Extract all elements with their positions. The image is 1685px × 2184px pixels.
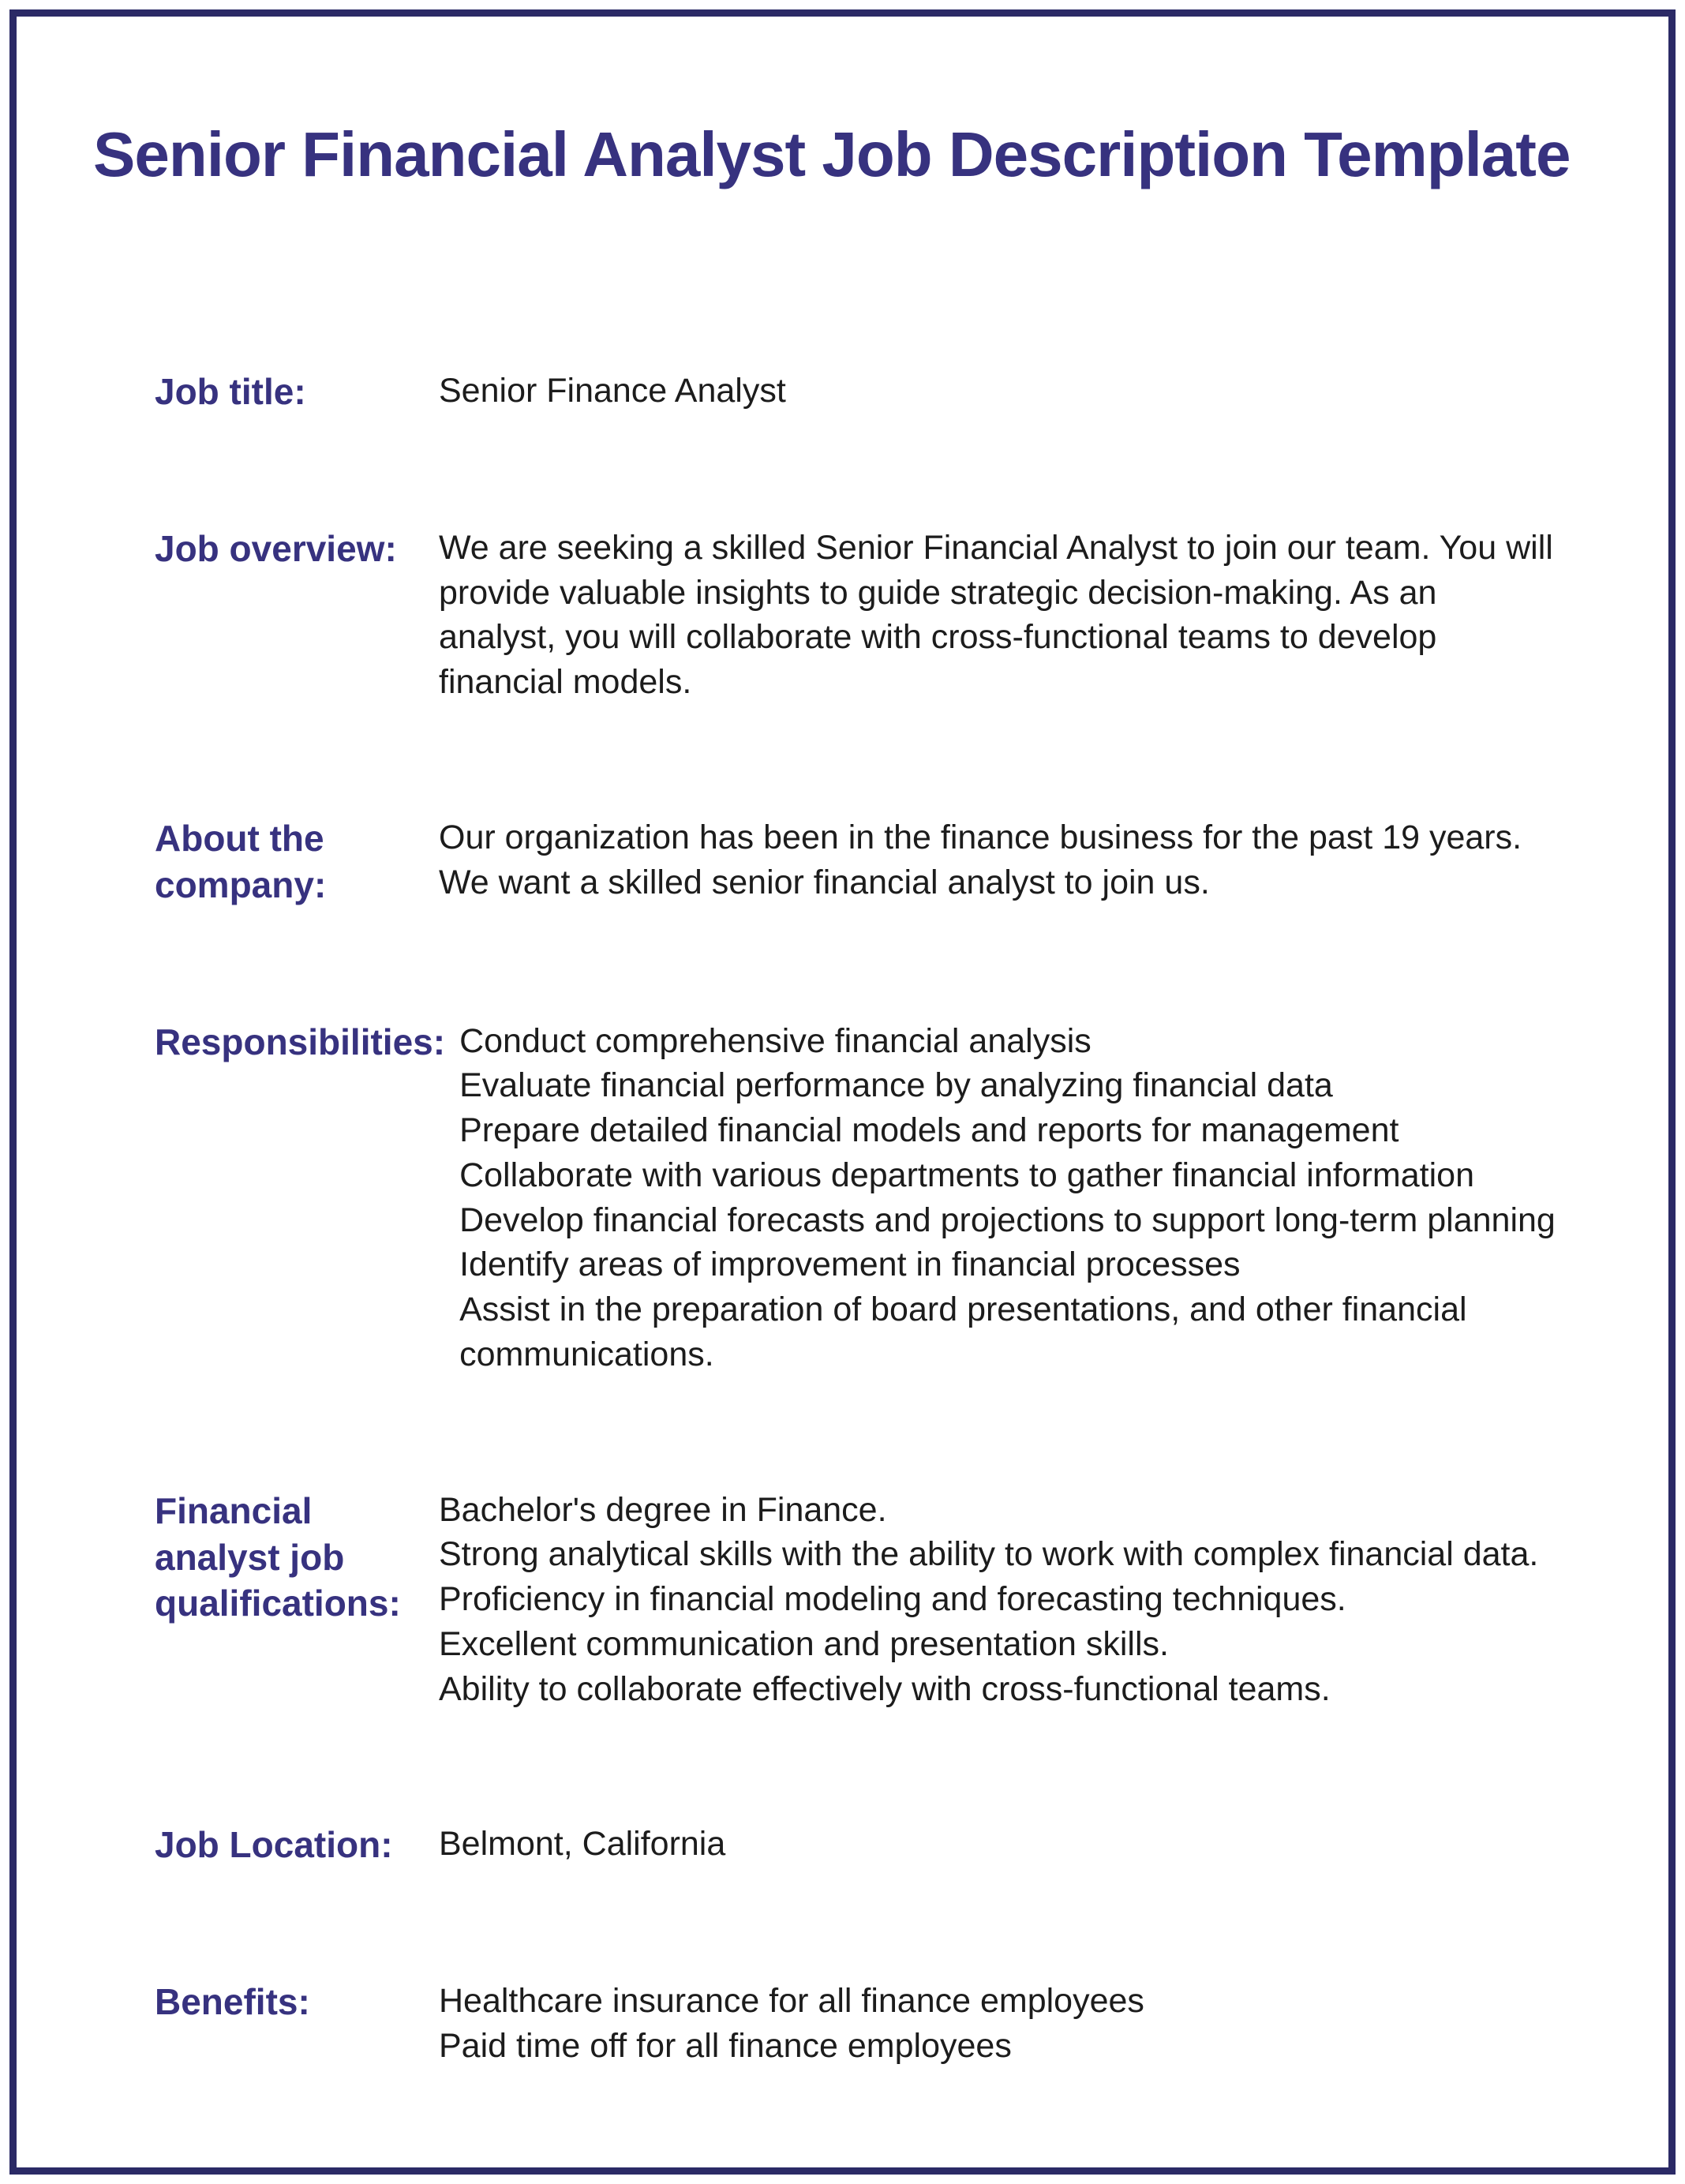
section-about-company (93, 815, 1598, 908)
section-label: Job overview: (155, 527, 397, 569)
section-value (425, 1822, 1553, 1867)
section-job-location (93, 1822, 1598, 1868)
section-label: Benefits: (155, 1981, 310, 2023)
value-line: Bachelor's degree in Finance. (439, 1490, 887, 1529)
section-job-overview (93, 526, 1598, 705)
value-line: Paid time off for all finance employees (439, 2027, 1012, 2065)
section-label: Responsibilities: (155, 1021, 446, 1062)
value-line: Excellent communication and presentation skills. (439, 1624, 1169, 1663)
section-value (425, 526, 1553, 705)
section-label: Financial analyst job qualifications: (155, 1489, 401, 1624)
value-line: Collaborate with various departments to gather financial information (459, 1156, 1474, 1194)
section-label: About the company: (155, 817, 327, 905)
value-line: Strong analytical skills with the ability to work with complex financial data. (439, 1535, 1539, 1574)
section-responsibilities (93, 1019, 1598, 1377)
value-line: Conduct comprehensive financial analysis (459, 1021, 1092, 1060)
value-line: Prepare detailed financial models and reports for management (459, 1111, 1399, 1150)
value-line: Belmont, California (439, 1825, 726, 1864)
value-line: Evaluate financial performance by analyzing financial data (459, 1066, 1333, 1105)
value-line: We are seeking a skilled Senior Financial Analyst to join our team. You will provide valuable insights to guide strategic decision-making. As an analyst, you will collaborate with cross-functional teams to develop financial models. (439, 528, 1553, 702)
section-qualifications (93, 1488, 1598, 1712)
section-benefits (93, 1979, 1598, 2069)
value-line: Identify areas of improvement in financial processes (459, 1246, 1241, 1284)
page-title: Senior Financial Analyst Job Description Template (93, 119, 1571, 189)
section-label: Job Location: (155, 1824, 393, 1866)
value-line: Our organization has been in the finance business for the past 19 years. (439, 818, 1522, 856)
value-line: Proficiency in financial modeling and forecasting techniques. (439, 1580, 1346, 1619)
section-label: Job title: (155, 371, 306, 412)
value-line: Senior Finance Analyst (439, 372, 786, 410)
section-value (425, 369, 1553, 414)
value-line: Ability to collaborate effectively with cross-functional teams. (439, 1669, 1331, 1708)
section-job-title (93, 369, 1598, 415)
section-value (445, 1019, 1574, 1377)
value-line: Develop financial forecasts and projections to support long-term planning (459, 1201, 1556, 1239)
value-line: We want a skilled senior financial analyst to join us. (439, 863, 1210, 901)
value-line: Assist in the preparation of board presentations, and other financial communications. (459, 1291, 1467, 1373)
section-value (425, 1488, 1553, 1712)
section-value (425, 815, 1553, 905)
section-value (425, 1979, 1553, 2069)
value-line: Healthcare insurance for all finance employees (439, 1982, 1144, 2021)
